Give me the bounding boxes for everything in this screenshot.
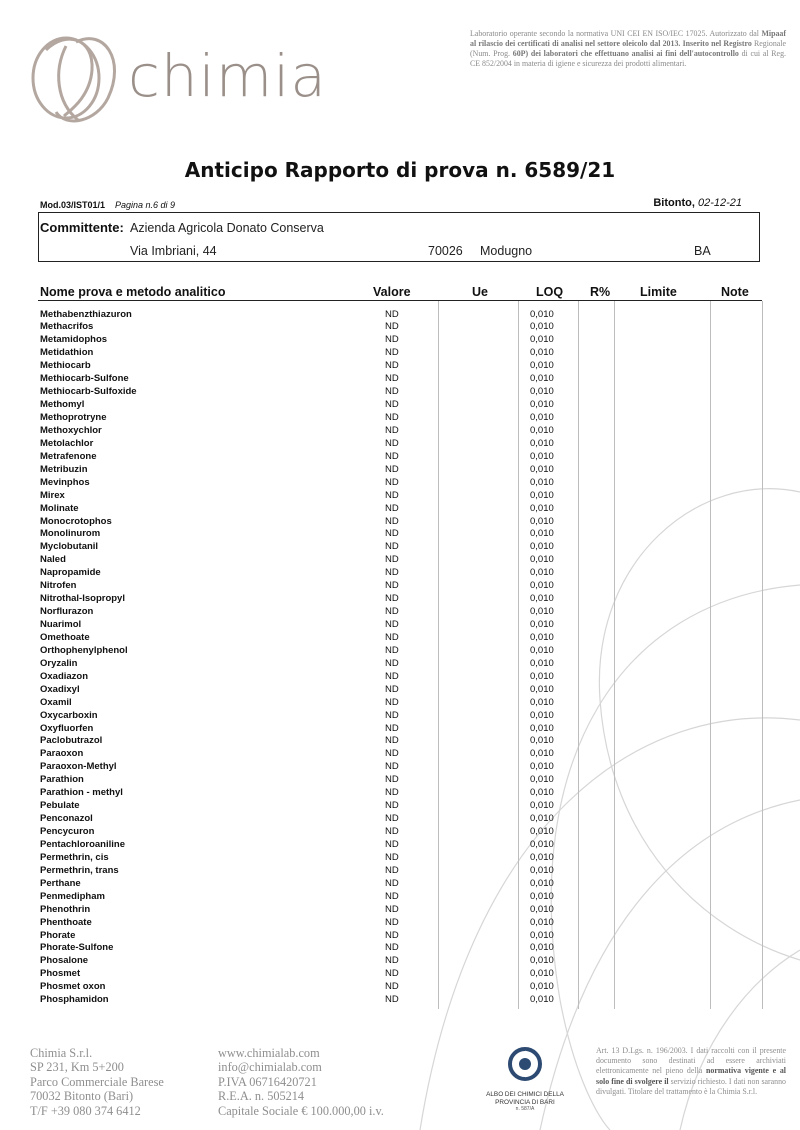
- analyte-name: Oxamil: [40, 696, 72, 708]
- analyte-name: Nuarimol: [40, 619, 82, 630]
- analyte-name: Penconazol: [40, 813, 93, 825]
- analyte-loq: 0,010: [530, 890, 554, 902]
- analyte-loq: 0,010: [530, 347, 554, 359]
- analyte-name: Omethoate: [40, 631, 90, 643]
- company-phone: T/F +39 080 374 6412: [30, 1103, 141, 1118]
- analyte-name: Pentachloroaniline: [40, 838, 125, 850]
- analyte-loq: 0,010: [530, 994, 554, 1006]
- table-row: [0, 398, 800, 411]
- company-park: Parco Commerciale Barese: [30, 1074, 164, 1089]
- analyte-value: ND: [385, 838, 399, 850]
- analyte-value: ND: [385, 981, 399, 993]
- analyte-loq: 0,010: [530, 437, 554, 449]
- table-row: [0, 437, 800, 450]
- lab-notice-line1: Laboratorio operante secondo la normativa UNI CEI EN ISO/IEC 17025. Autorizzato dal: [470, 29, 759, 38]
- analyte-value: ND: [385, 787, 399, 799]
- table-row: [0, 333, 800, 346]
- analyte-name: Nitrothal-Isopropyl: [40, 593, 125, 605]
- column-header-recovery: R%: [590, 285, 611, 299]
- results-table-body: [0, 308, 800, 1007]
- analyte-name: Phorate: [40, 929, 76, 941]
- analyte-name: Mirex: [40, 489, 65, 501]
- analyte-name: Methoprotryne: [40, 412, 107, 423]
- analyte-name: Paraoxon-Methyl: [40, 761, 117, 773]
- analyte-loq: 0,010: [530, 644, 554, 656]
- analyte-value: ND: [385, 580, 399, 592]
- analyte-name: Metrafenone: [40, 450, 97, 462]
- analyte-name: Molinate: [40, 502, 79, 514]
- table-row: [0, 527, 800, 540]
- analyte-loq: 0,010: [530, 463, 554, 475]
- analyte-loq: 0,010: [530, 567, 554, 579]
- table-row: [0, 747, 800, 760]
- analyte-value: ND: [385, 528, 399, 540]
- analyte-loq: 0,010: [530, 981, 554, 993]
- analyte-name: Oxadiazon: [40, 670, 89, 682]
- table-row: [0, 903, 800, 916]
- analyte-name: Parathion - methyl: [40, 787, 123, 799]
- analyte-loq: 0,010: [530, 386, 554, 398]
- analyte-loq: 0,010: [530, 838, 554, 850]
- analyte-loq: 0,010: [530, 761, 554, 773]
- report-place: Bitonto,: [653, 197, 695, 209]
- analyte-loq: 0,010: [530, 360, 554, 372]
- analyte-value: ND: [385, 399, 399, 411]
- analyte-value: ND: [385, 670, 399, 682]
- analyte-value: ND: [385, 929, 399, 941]
- analyte-loq: 0,010: [530, 877, 554, 889]
- email-link[interactable]: info@chimialab.com: [218, 1060, 322, 1075]
- share-capital: Capitale Sociale € 100.000,00 i.v.: [218, 1103, 384, 1118]
- analyte-value: ND: [385, 554, 399, 566]
- report-date: 02-12-21: [697, 197, 742, 209]
- analyte-loq: 0,010: [530, 955, 554, 967]
- analyte-loq: 0,010: [530, 916, 554, 928]
- analyte-name: Metolachlor: [40, 437, 94, 449]
- analyte-loq: 0,010: [530, 541, 554, 553]
- analyte-name: Mevinphos: [40, 476, 90, 488]
- analyte-name: Parathion: [40, 774, 84, 786]
- table-row: [0, 980, 800, 993]
- analyte-value: ND: [385, 735, 399, 747]
- analyte-name: Paraoxon: [40, 748, 84, 760]
- privacy-text-2: servizio richiesto. I dati non saranno divulgati. Titolare del trattamento è la Chimia S.r.l.: [596, 1076, 786, 1096]
- analyte-loq: 0,010: [530, 502, 554, 514]
- analyte-value: ND: [385, 489, 399, 501]
- analyte-loq: 0,010: [530, 813, 554, 825]
- table-row: [0, 476, 800, 489]
- analyte-value: ND: [385, 347, 399, 359]
- analyte-name: Pencycuron: [40, 826, 95, 837]
- analyte-name: Permethrin, cis: [40, 851, 109, 863]
- lab-accreditation-notice: [470, 29, 786, 69]
- analyte-loq: 0,010: [530, 696, 554, 708]
- analyte-name: Naled: [40, 554, 66, 566]
- company-city: 70032 Bitonto (Bari): [30, 1089, 134, 1104]
- table-row: [0, 566, 800, 579]
- module-code: Mod.03/IST01/1: [40, 200, 106, 210]
- chimia-logo-icon: [26, 20, 126, 130]
- analyte-value: ND: [385, 774, 399, 786]
- analyte-loq: 0,010: [530, 942, 554, 954]
- analyte-loq: 0,010: [530, 657, 554, 669]
- analyte-name: Myclobutanil: [40, 541, 99, 553]
- chemists-register-emblem-icon: [503, 1044, 547, 1084]
- place-date: [653, 197, 742, 209]
- table-row: [0, 618, 800, 631]
- analyte-value: ND: [385, 761, 399, 773]
- analyte-name: Oxyfluorfen: [40, 722, 94, 734]
- analyte-name: Napropamide: [40, 567, 101, 579]
- analyte-loq: 0,010: [530, 399, 554, 411]
- analyte-loq: 0,010: [530, 321, 554, 333]
- seal-number: n. 587/A: [515, 1106, 535, 1112]
- privacy-text-1: Art. 13 D.Lgs. n. 196/2003. I dati raccolti con il presente documento sono destinati ad essere archiviati elettronicamente nel pieno della: [596, 1046, 786, 1076]
- column-header-name: Nome prova e metodo analitico: [40, 285, 226, 299]
- table-row: [0, 346, 800, 359]
- analyte-value: ND: [385, 373, 399, 385]
- company-contact-block: [218, 1046, 384, 1118]
- table-row: [0, 786, 800, 799]
- analyte-value: ND: [385, 476, 399, 488]
- chemists-register-seal: [470, 1044, 580, 1112]
- analyte-name: Methacrifos: [40, 321, 94, 333]
- analyte-name: Oryzalin: [40, 657, 78, 669]
- analyte-name: Methiocarb-Sulfone: [40, 373, 129, 385]
- analyte-name: Pebulate: [40, 800, 80, 812]
- analyte-value: ND: [385, 321, 399, 333]
- analyte-loq: 0,010: [530, 373, 554, 385]
- analyte-loq: 0,010: [530, 709, 554, 721]
- analyte-loq: 0,010: [530, 593, 554, 605]
- analyte-name: Methoxychlor: [40, 424, 102, 436]
- table-row: [0, 515, 800, 528]
- vat-number: P.IVA 06716420721: [218, 1074, 317, 1089]
- table-row: [0, 463, 800, 476]
- analyte-value: ND: [385, 696, 399, 708]
- table-row: [0, 916, 800, 929]
- lab-notice-line3b: 60P: [512, 49, 526, 59]
- table-row: [0, 993, 800, 1006]
- table-row: [0, 838, 800, 851]
- table-row: [0, 722, 800, 735]
- table-row: [0, 799, 800, 812]
- table-row: [0, 644, 800, 657]
- analyte-loq: 0,010: [530, 903, 554, 915]
- table-row: [0, 605, 800, 618]
- table-row: [0, 657, 800, 670]
- analyte-value: ND: [385, 994, 399, 1006]
- column-header-note: Note: [721, 285, 749, 299]
- analyte-name: Penmedipham: [40, 890, 105, 902]
- table-row: [0, 812, 800, 825]
- analyte-name: Paclobutrazol: [40, 735, 103, 747]
- table-row: [0, 877, 800, 890]
- analyte-value: ND: [385, 567, 399, 579]
- analyte-loq: 0,010: [530, 968, 554, 980]
- client-city: Modugno: [480, 244, 533, 258]
- analyte-value: ND: [385, 748, 399, 760]
- table-row: [0, 670, 800, 683]
- analyte-loq: 0,010: [530, 670, 554, 682]
- table-row: [0, 372, 800, 385]
- company-street: SP 231, Km 5+200: [30, 1060, 124, 1075]
- table-row: [0, 320, 800, 333]
- lab-notice-line2: Mipaaf al rilascio dei certificati di analisi nel settore oleicolo dal 2013. Inserito nel Registro: [470, 29, 786, 49]
- client-postal-code: 70026: [428, 244, 463, 258]
- lab-notice-line3c: ) dei laboratori che effettuano analisi ai fini dell'autocontrollo: [525, 49, 739, 59]
- table-row: [0, 424, 800, 437]
- analyte-name: Methiocarb-Sulfoxide: [40, 386, 137, 398]
- analyte-value: ND: [385, 593, 399, 605]
- table-row: [0, 709, 800, 722]
- analyte-value: ND: [385, 864, 399, 876]
- analyte-value: ND: [385, 942, 399, 954]
- analyte-loq: 0,010: [530, 722, 554, 734]
- column-header-ue: Ue: [472, 285, 488, 299]
- analyte-value: ND: [385, 412, 399, 423]
- seal-text: ALBO DEI CHIMICI DELLA PROVINCIA DI BARI: [486, 1091, 564, 1106]
- analyte-loq: 0,010: [530, 929, 554, 941]
- table-row: [0, 696, 800, 709]
- analyte-value: ND: [385, 709, 399, 721]
- rea-number: R.E.A. n. 505214: [218, 1089, 305, 1104]
- analyte-value: ND: [385, 683, 399, 695]
- analyte-name: Phosmet: [40, 968, 81, 980]
- analyte-loq: 0,010: [530, 515, 554, 527]
- company-name: Chimia S.r.l.: [30, 1046, 93, 1060]
- analyte-name: Methomyl: [40, 399, 85, 411]
- analyte-name: Metribuzin: [40, 463, 88, 475]
- analyte-value: ND: [385, 813, 399, 825]
- website-link[interactable]: www.chimialab.com: [218, 1046, 320, 1060]
- analyte-name: Norflurazon: [40, 606, 94, 618]
- analyte-value: ND: [385, 619, 399, 630]
- analyte-loq: 0,010: [530, 619, 554, 630]
- table-row: [0, 385, 800, 398]
- analyte-name: Methiocarb: [40, 360, 91, 372]
- analyte-loq: 0,010: [530, 424, 554, 436]
- analyte-name: Phosalone: [40, 955, 89, 967]
- client-label: Committente:: [40, 220, 124, 235]
- analyte-name: Phosphamidon: [40, 994, 109, 1006]
- analyte-value: ND: [385, 463, 399, 475]
- lab-notice-line3a: Regionale (Num. Prog.: [470, 39, 786, 59]
- table-row: [0, 553, 800, 566]
- table-row: [0, 540, 800, 553]
- analyte-value: ND: [385, 308, 399, 320]
- client-province: BA: [694, 244, 711, 258]
- client-name: Azienda Agricola Donato Conserva: [130, 221, 324, 235]
- analyte-value: ND: [385, 541, 399, 553]
- table-row: [0, 890, 800, 903]
- brand-name: chimia: [128, 42, 327, 110]
- analyte-value: ND: [385, 334, 399, 346]
- analyte-value: ND: [385, 631, 399, 643]
- table-row: [0, 851, 800, 864]
- table-row: [0, 359, 800, 372]
- analyte-value: ND: [385, 851, 399, 863]
- analyte-value: ND: [385, 722, 399, 734]
- analyte-loq: 0,010: [530, 606, 554, 618]
- analyte-value: ND: [385, 657, 399, 669]
- table-row: [0, 760, 800, 773]
- table-row: [0, 734, 800, 747]
- analyte-name: Phenthoate: [40, 916, 92, 928]
- analyte-loq: 0,010: [530, 826, 554, 837]
- analyte-loq: 0,010: [530, 787, 554, 799]
- analyte-value: ND: [385, 903, 399, 915]
- analyte-loq: 0,010: [530, 489, 554, 501]
- company-address-block: [30, 1046, 164, 1118]
- analyte-name: Monocrotophos: [40, 515, 112, 527]
- analyte-loq: 0,010: [530, 735, 554, 747]
- analyte-value: ND: [385, 877, 399, 889]
- analyte-name: Methabenzthiazuron: [40, 308, 132, 320]
- table-row: [0, 864, 800, 877]
- analyte-name: Metidathion: [40, 347, 94, 359]
- table-row: [0, 489, 800, 502]
- analyte-loq: 0,010: [530, 528, 554, 540]
- table-row: [0, 683, 800, 696]
- table-header-divider: [38, 300, 762, 301]
- privacy-notice: [596, 1046, 786, 1097]
- table-row: [0, 450, 800, 463]
- analyte-value: ND: [385, 955, 399, 967]
- analyte-loq: 0,010: [530, 800, 554, 812]
- analyte-value: ND: [385, 916, 399, 928]
- table-row: [0, 579, 800, 592]
- column-header-loq: LOQ: [536, 285, 564, 299]
- lab-notice-line4: di cui al Reg. CE 852/2004 in materia di igiene e sicurezza dei prodotti alimentari.: [470, 49, 786, 69]
- page-number: Pagina n.6 di 9: [115, 200, 176, 210]
- privacy-text-bold: normativa vigente e al solo fine di svolgere il: [596, 1066, 786, 1086]
- analyte-name: Phenothrin: [40, 903, 91, 915]
- analyte-loq: 0,010: [530, 851, 554, 863]
- analyte-name: Nitrofen: [40, 580, 77, 592]
- table-row: [0, 967, 800, 980]
- table-row: [0, 308, 800, 321]
- analyte-loq: 0,010: [530, 412, 554, 423]
- analyte-value: ND: [385, 644, 399, 656]
- analyte-name: Monolinurom: [40, 528, 101, 540]
- analyte-value: ND: [385, 968, 399, 980]
- analyte-loq: 0,010: [530, 864, 554, 876]
- analyte-value: ND: [385, 437, 399, 449]
- analyte-loq: 0,010: [530, 476, 554, 488]
- analyte-value: ND: [385, 360, 399, 372]
- table-row: [0, 929, 800, 942]
- analyte-name: Permethrin, trans: [40, 864, 119, 876]
- analyte-value: ND: [385, 826, 399, 837]
- analyte-name: Oxadixyl: [40, 683, 80, 695]
- table-row: [0, 941, 800, 954]
- analyte-name: Orthophenylphenol: [40, 644, 128, 656]
- table-row: [0, 411, 800, 424]
- analyte-value: ND: [385, 424, 399, 436]
- analyte-loq: 0,010: [530, 631, 554, 643]
- table-row: [0, 592, 800, 605]
- analyte-name: Oxycarboxin: [40, 709, 98, 721]
- analyte-loq: 0,010: [530, 334, 554, 346]
- table-row: [0, 773, 800, 786]
- table-row: [0, 825, 800, 838]
- analyte-loq: 0,010: [530, 748, 554, 760]
- analyte-value: ND: [385, 386, 399, 398]
- analyte-name: Phosmet oxon: [40, 981, 106, 993]
- client-address: Via Imbriani, 44: [130, 244, 217, 258]
- analyte-name: Metamidophos: [40, 334, 108, 346]
- analyte-loq: 0,010: [530, 450, 554, 462]
- analyte-value: ND: [385, 515, 399, 527]
- analyte-name: Phorate-Sulfone: [40, 942, 114, 954]
- analyte-value: ND: [385, 800, 399, 812]
- analyte-value: ND: [385, 502, 399, 514]
- report-title: Anticipo Rapporto di prova n. 6589/21: [184, 158, 616, 182]
- table-row: [0, 954, 800, 967]
- analyte-name: Perthane: [40, 877, 81, 889]
- table-row: [0, 502, 800, 515]
- analyte-loq: 0,010: [530, 308, 554, 320]
- analyte-loq: 0,010: [530, 554, 554, 566]
- analyte-loq: 0,010: [530, 774, 554, 786]
- analyte-loq: 0,010: [530, 580, 554, 592]
- analyte-value: ND: [385, 890, 399, 902]
- table-row: [0, 631, 800, 644]
- column-header-limite: Limite: [640, 285, 677, 299]
- analyte-loq: 0,010: [530, 683, 554, 695]
- analyte-value: ND: [385, 450, 399, 462]
- column-header-valore: Valore: [373, 285, 411, 299]
- analyte-value: ND: [385, 606, 399, 618]
